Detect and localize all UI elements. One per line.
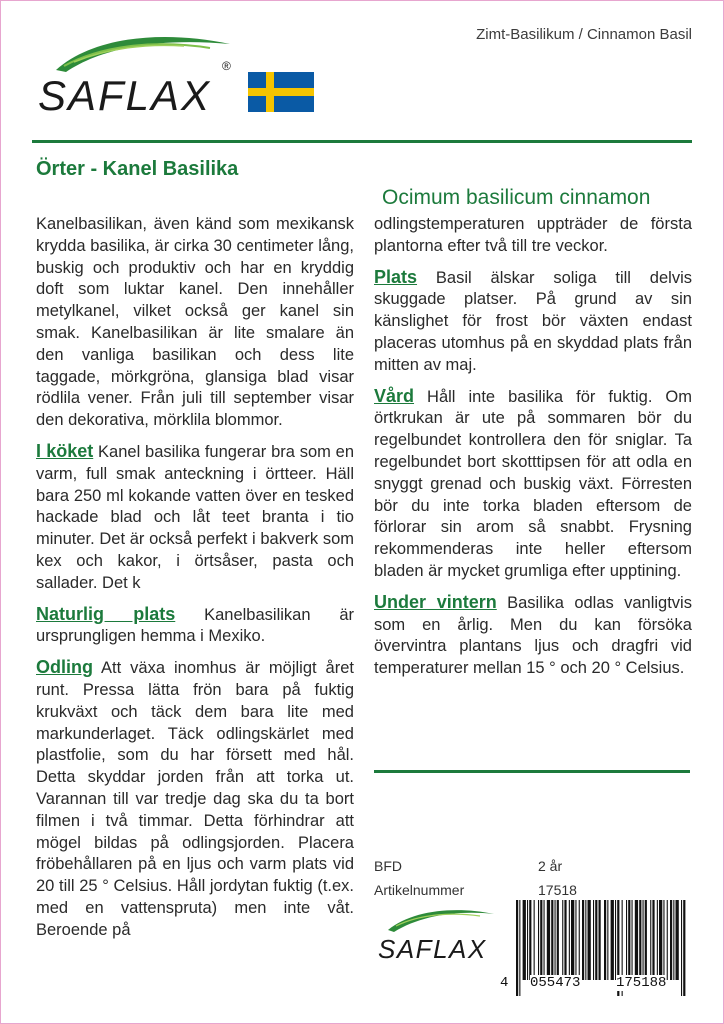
barcode-group-1: 055473 xyxy=(530,975,581,991)
kitchen-heading: I köket xyxy=(36,440,94,461)
barcode-bar xyxy=(540,900,542,980)
top-divider xyxy=(32,140,692,143)
barcode-bar xyxy=(599,900,601,980)
bfd-value: 2 år xyxy=(538,858,563,874)
barcode-first-digit: 4 xyxy=(500,975,509,991)
barcode-bar xyxy=(659,900,662,980)
place-text: Basil älskar soliga till delvis skuggade platser. På grund av sin känslighet för frost bör växten endast placeras utomhus på en skyddad plats från mitten av maj. xyxy=(374,268,692,374)
barcode-bar xyxy=(579,900,580,980)
kitchen-section xyxy=(36,441,354,595)
barcode-group-2: 175188 xyxy=(616,975,667,991)
barcode-bar xyxy=(611,900,614,980)
latin-name: Ocimum basilicum cinnamon xyxy=(382,186,651,209)
growing-section xyxy=(36,657,354,941)
registered-mark: ® xyxy=(222,59,231,73)
care-text: Håll inte basilika för fuktig. Om örtkrukan är ute på sommaren bör du regelbundet kontrollera den för sniglar. Ta regelbundet bort skotttipsen för att odla en snyggt grenad och buskig växt. Förresten bör du inte torka bladen eftersom de förlorar sin arom så snabbt. Frysning rekommenderas inte heller eftersom bladen är mycket grumliga efter upptining. xyxy=(374,387,692,580)
care-section xyxy=(374,386,692,583)
barcode-bar xyxy=(593,900,594,980)
barcode-bar xyxy=(663,900,664,980)
winter-text: Basilika odlas vanligtvis som en årlig. Men du kan försöka övervintra plantans ljus och dragfri vid temperaturer mellan 15 ° och 20 ° Celsius. xyxy=(374,593,692,678)
barcode-bar xyxy=(555,900,556,980)
barcode-bar xyxy=(604,900,606,980)
winter-section xyxy=(374,592,692,680)
barcode-bar xyxy=(607,900,608,980)
barcode-bar xyxy=(544,900,545,980)
barcode-bar xyxy=(652,900,654,980)
barcode-bar xyxy=(626,900,627,980)
growing-text: Att växa inomhus är möjligt året runt. Pressa lätta frön bara på fuktig krukväxt och täck dem bara lite med markunderlaget. Täck odlingskärlet med plastfolie, som du har försett med hål. Detta skyddar jorden från att torka ut. Varannan till var tredje dag ska du ta bort filmen i två timmar. Detta förhindrar att mögel bildas på odlingsjorden. Placera fröbehållaren på en ljus och varm plats vid 20 till 25 ° Celsius. Håll jordytan fuktig (t.ex. med en vattenspruta) men inte våt. Beroende på xyxy=(36,659,354,939)
natural-place-section xyxy=(36,604,354,649)
barcode-bar xyxy=(538,900,539,980)
barcode-bar xyxy=(516,900,518,996)
barcode-bar xyxy=(551,900,553,980)
saflax-logo-small xyxy=(376,906,500,966)
barcode-bar xyxy=(673,900,674,980)
barcode-bar xyxy=(534,900,535,980)
growing-heading: Odling xyxy=(36,657,93,678)
continuation-paragraph: odlingstemperaturen uppträder de första plantorna efter två till tre veckor. xyxy=(374,215,692,255)
barcode-bar xyxy=(681,900,682,996)
place-section xyxy=(374,267,692,377)
natural-place-text: Kanelbasilikan är ursprungligen hemma i Mexiko. xyxy=(36,605,354,646)
barcode-bar xyxy=(643,900,644,980)
barcode-bar xyxy=(523,900,526,980)
kitchen-text: Kanel basilika fungerar bra som en varm, full smak anteckning i örtteer. Häll bara 250 ml kokande vatten över en tesked hackade blad och låt teet branta i tio minuter. Det är också perfekt i bakverk som kex och kakor, i örtsåser, pasta och sallader. Det k xyxy=(36,442,355,592)
right-column xyxy=(374,214,692,689)
barcode-bar xyxy=(519,900,520,996)
barcode-bar xyxy=(571,900,574,980)
swedish-flag-icon xyxy=(248,72,314,112)
care-heading: Vård xyxy=(374,385,415,406)
barcode-bar xyxy=(657,900,658,980)
barcode-bar xyxy=(683,900,685,996)
variety-title: Zimt-Basilikum / Cinnamon Basil xyxy=(476,26,692,43)
barcode-bar xyxy=(628,900,630,980)
left-column xyxy=(36,214,354,951)
barcode-bar xyxy=(562,900,563,980)
barcode-bar xyxy=(650,900,651,980)
footer-divider xyxy=(374,770,690,773)
barcode-bar xyxy=(564,900,566,980)
winter-heading: Under vintern xyxy=(374,591,497,612)
barcode-bar xyxy=(569,900,570,980)
article-number-value: 17518 xyxy=(538,882,577,898)
barcode-bar xyxy=(645,900,647,980)
place-heading: Plats xyxy=(374,266,418,287)
barcode-bar xyxy=(547,900,550,980)
barcode-bar xyxy=(529,900,531,980)
barcode-bar xyxy=(582,900,584,980)
barcode-bar xyxy=(575,900,576,980)
footer-brand-text: SAFLAX xyxy=(378,934,487,964)
barcode-bar xyxy=(639,900,641,980)
intro-paragraph: Kanelbasilikan, även känd som mexikansk krydda basilika, är cirka 30 centimeter lång, buskig och produktiv och har en kryddig doft som luktar kanel. Den innehåller metylkanel, vilket också ger kanel sin smak. Kanelbasilikan är lite smalare än den vanliga basilikan och dess lite taggade, mörkgröna, glansiga blad visar rödlila vener. Från juli till september visar den dekorativa, mörklila blommor. xyxy=(36,215,354,430)
article-number-label: Artikelnummer xyxy=(374,882,465,898)
natural-place-heading: Naturlig plats xyxy=(36,603,176,624)
barcode-bar xyxy=(676,900,679,980)
barcode-bar xyxy=(667,900,668,980)
saflax-logo xyxy=(34,32,244,122)
barcode-bar xyxy=(585,900,586,980)
logo-brand-text: SAFLAX xyxy=(38,72,212,119)
barcode-bar xyxy=(557,900,559,980)
barcode-bar xyxy=(635,900,638,980)
bfd-label: BFD xyxy=(374,858,402,874)
barcode-bar xyxy=(670,900,672,980)
barcode-bar xyxy=(632,900,633,980)
barcode-bar xyxy=(595,900,597,980)
barcode-bar xyxy=(615,900,616,980)
barcode-bar xyxy=(527,900,528,980)
barcode-bar xyxy=(588,900,591,980)
page-title: Örter - Kanel Basilika xyxy=(36,158,239,180)
